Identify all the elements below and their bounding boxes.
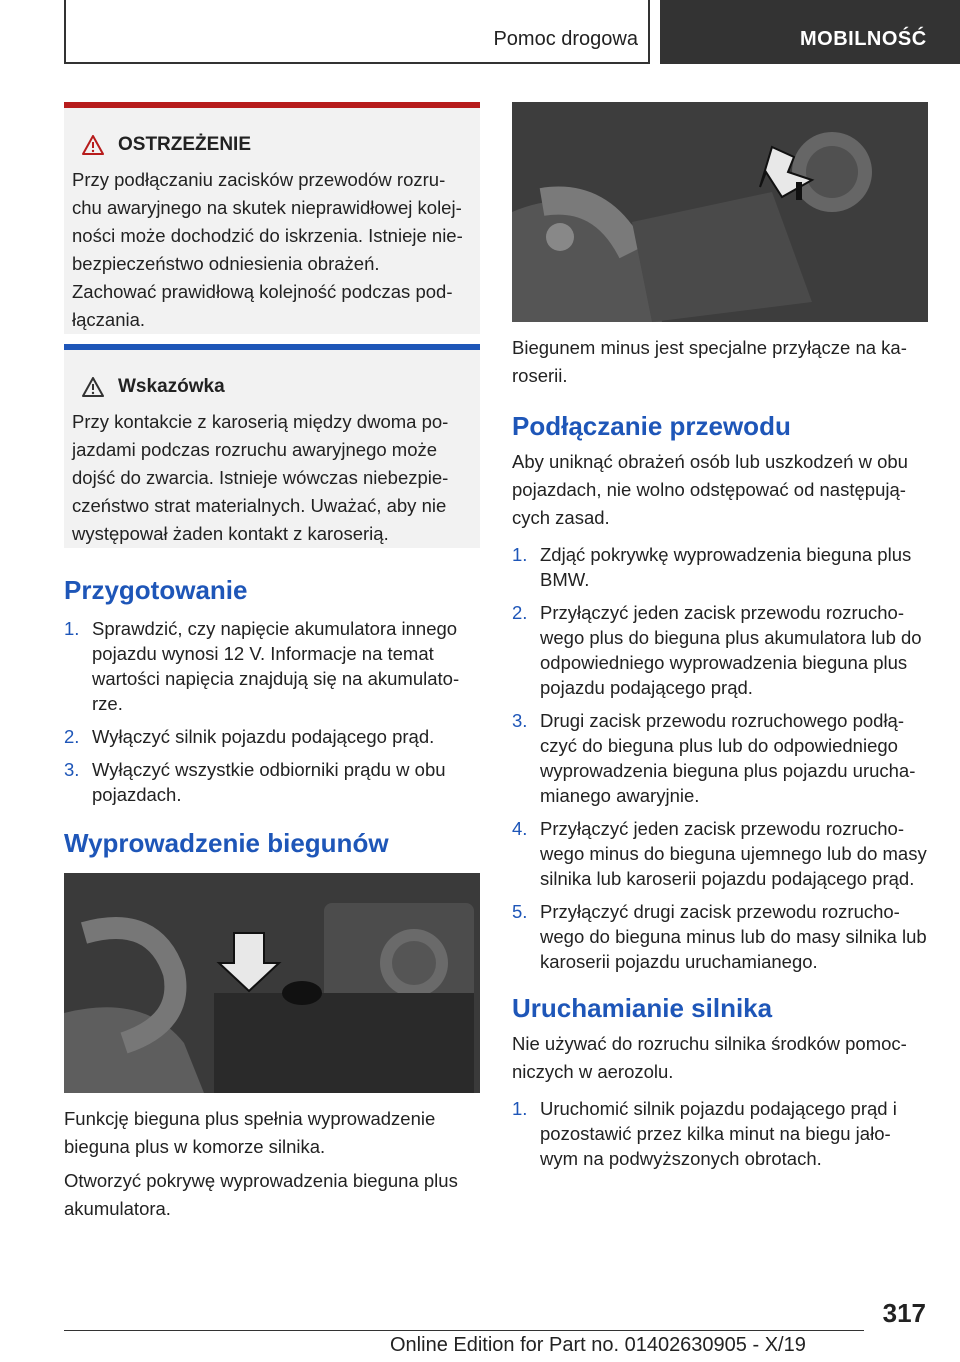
list-item: 3. Drugi zacisk przewodu rozruchowego podłą-czyć do bieguna plus lub do odpowiedniego wyprowadzenia bieguna plus pojazdu urucha-mianego awaryjnie. xyxy=(512,710,916,806)
caution-triangle-icon xyxy=(82,377,104,397)
warning-title: OSTRZEŻENIE xyxy=(118,134,252,155)
warning-box xyxy=(64,102,480,334)
poles-paragraph-2: Otworzyć pokrywę wyprowadzenia bieguna plus akumulatora. xyxy=(64,1170,458,1219)
list-item: 2. Wyłączyć silnik pojazdu podającego prąd. xyxy=(64,726,435,747)
negative-terminal-caption: Biegunem minus jest specjalne przyłącze na ka-roserii. xyxy=(512,337,907,386)
start-heading: Uruchamianie silnika xyxy=(512,993,773,1023)
engine-bay-photo-positive-terminal xyxy=(64,873,480,1093)
warning-text: Przy podłączaniu zacisków przewodów rozru-chu awaryjnego na skutek nieprawidłowej kolej-ności może dochodzić do iskrzenia. Istnieje nie-bezpieczeństwo odniesienia obrażeń. Zachować prawidłową kolejność podczas pod-łączania. xyxy=(72,169,463,330)
note-title: Wskazówka xyxy=(118,376,225,397)
poles-paragraph-1: Funkcję bieguna plus spełnia wyprowadzenie bieguna plus w komorze silnika. xyxy=(64,1108,436,1157)
list-item: 2. Przyłączyć jeden zacisk przewodu rozrucho-wego plus do bieguna plus akumulatora lub do odpowiedniego wyprowadzenia bieguna plus pojazdu podającego prąd. xyxy=(512,602,922,698)
note-box xyxy=(64,344,480,548)
footer-divider xyxy=(64,1330,864,1331)
list-item: 4. Przyłączyć jeden zacisk przewodu rozrucho-wego minus do bieguna ujemnego lub do masy silnika lub karoserii pojazdu podającego prąd. xyxy=(512,818,927,889)
right-column xyxy=(512,102,928,1179)
warning-title-row xyxy=(72,134,468,156)
list-item: 1. Uruchomić silnik pojazdu podającego prąd i pozostawić przez kilka minut na biegu jało-wym na podwyższonych obrotach. xyxy=(512,1098,897,1169)
list-item: 1. Zdjąć pokrywkę wyprowadzenia bieguna plus BMW. xyxy=(512,544,912,590)
list-item: 3. Wyłączyć wszystkie odbiorniki prądu w obu pojazdach. xyxy=(64,759,446,805)
warning-triangle-icon xyxy=(82,135,104,155)
left-column xyxy=(64,102,480,1223)
prep-heading: Przygotowanie xyxy=(64,575,248,605)
poles-heading: Wyprowadzenie biegunów xyxy=(64,828,389,858)
connect-intro: Aby uniknąć obrażeń osób lub uszkodzeń w obu pojazdach, nie wolno odstępować od następują-cych zasad. xyxy=(512,451,908,528)
header-section-label: Pomoc drogowa xyxy=(493,28,638,50)
header-section-tab xyxy=(64,0,650,64)
start-intro: Nie używać do rozruchu silnika środków pomoc-niczych w aerozolu. xyxy=(512,1033,907,1082)
connect-heading: Podłączanie przewodu xyxy=(512,411,791,441)
prep-steps xyxy=(64,616,480,807)
engine-bay-photo-negative-terminal xyxy=(512,102,928,322)
connect-steps xyxy=(512,542,928,974)
start-steps xyxy=(512,1096,928,1171)
engine-bay-illustration xyxy=(64,873,480,1093)
note-title-row xyxy=(72,376,468,398)
engine-bay-illustration-2 xyxy=(512,102,928,322)
header-chapter-label: MOBILNOŚĆ xyxy=(800,28,927,50)
header-chapter-tab xyxy=(660,0,960,64)
footer-edition: Online Edition for Part no. 01402630905 - X/19 xyxy=(390,1334,806,1356)
note-text: Przy kontakcie z karoserią między dwoma po-jazdami podczas rozruchu awaryjnego może dojść do zwarcia. Istnieje wówczas niebezpie-czeństwo strat materialnych. Uważać, aby nie występował żaden kontakt z karoserią. xyxy=(72,411,449,544)
page-number: 317 xyxy=(882,1298,926,1328)
list-item: 1. Sprawdzić, czy napięcie akumulatora innego pojazdu wynosi 12 V. Informacje na temat wartości napięcia znajdują się na akumulato-rze. xyxy=(64,618,460,714)
list-item: 5. Przyłączyć drugi zacisk przewodu rozrucho-wego do bieguna minus lub do masy silnika lub karoserii pojazdu uruchamianego. xyxy=(512,901,927,972)
